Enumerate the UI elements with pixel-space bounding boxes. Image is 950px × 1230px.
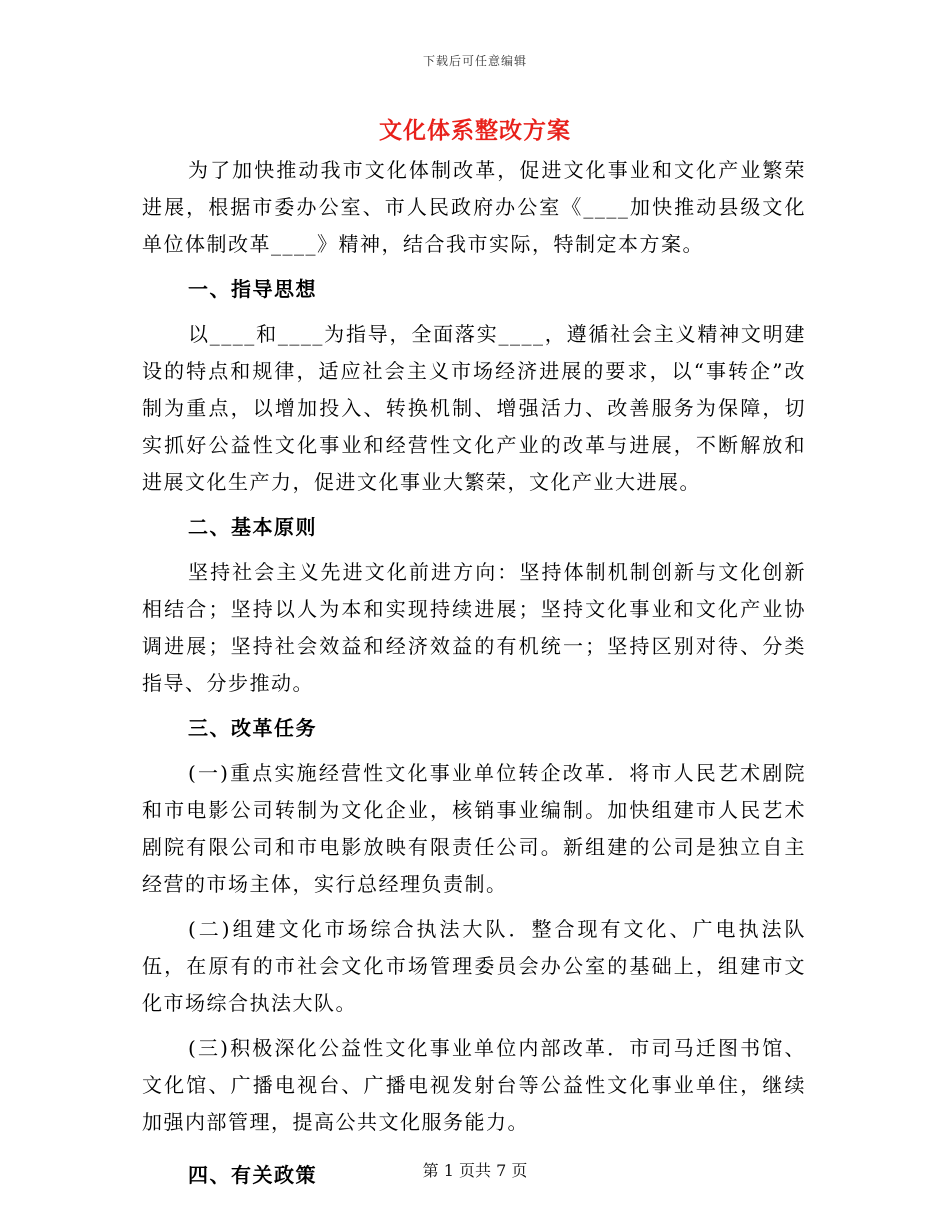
header-note: 下载后可任意编辑	[422, 54, 527, 68]
page-indicator: 第 1 页共 7 页	[422, 1161, 528, 1180]
reform-task-2-paragraph: (二)组建文化市场综合执法大队．整合现有文化、广电执法队伍，在原有的市社会文化市场管理委员会办公室的基础上，组建市文化市场综合执法大队。	[142, 917, 806, 1015]
section-heading-guiding-ideology: 一、指导思想	[188, 277, 317, 301]
section-heading-related-policies: 四、有关政策	[188, 1163, 317, 1187]
reform-task-1-paragraph: (一)重点实施经营性文化事业单位转企改革．将市人民艺术剧院和市电影公司转制为文化企业，核销事业编制。加快组建市人民艺术剧院有限公司和市电影放映有限责任公司。新组建的公司是独立自主经营的市场主体，实行总经理负责制。	[142, 761, 806, 896]
guiding-ideology-paragraph: 以____和____为指导，全面落实____，遵循社会主义精神文明建设的特点和规律，适应社会主义市场经济进展的要求，以“事转企”改制为重点，以增加投入、转换机制、增强活力、改善服务为保障，切实抓好公益性文化事业和经营性文化产业的改革与进展，不断解放和进展文化生产力，促进文化事业大繁荣，文化产业大进展。	[142, 322, 806, 494]
intro-paragraph: 为了加快推动我市文化体制改革，促进文化事业和文化产业繁荣进展，根据市委办公室、市人民政府办公室《____加快推动县级文化单位体制改革____》精神，结合我市实际，特制定本方案。	[142, 158, 806, 256]
section-heading-basic-principles: 二、基本原则	[188, 515, 317, 539]
document-title: 文化体系整改方案	[379, 117, 571, 144]
section-heading-reform-tasks: 三、改革任务	[188, 716, 317, 740]
document-body	[142, 152, 806, 1194]
reform-task-3-paragraph: (三)积极深化公益性文化事业单位内部改革．市司马迁图书馆、文化馆、广播电视台、广播电视发射台等公益性文化事业单住，继续加强内部管理，提高公共文化服务能力。	[142, 1036, 806, 1134]
basic-principles-paragraph: 坚持社会主义先进文化前进方向：坚持体制机制创新与文化创新相结合；坚持以人为本和实现持续进展；坚持文化事业和文化产业协调进展；坚持社会效益和经济效益的有机统一；坚持区别对待、分类指导、分步推动。	[142, 560, 806, 695]
